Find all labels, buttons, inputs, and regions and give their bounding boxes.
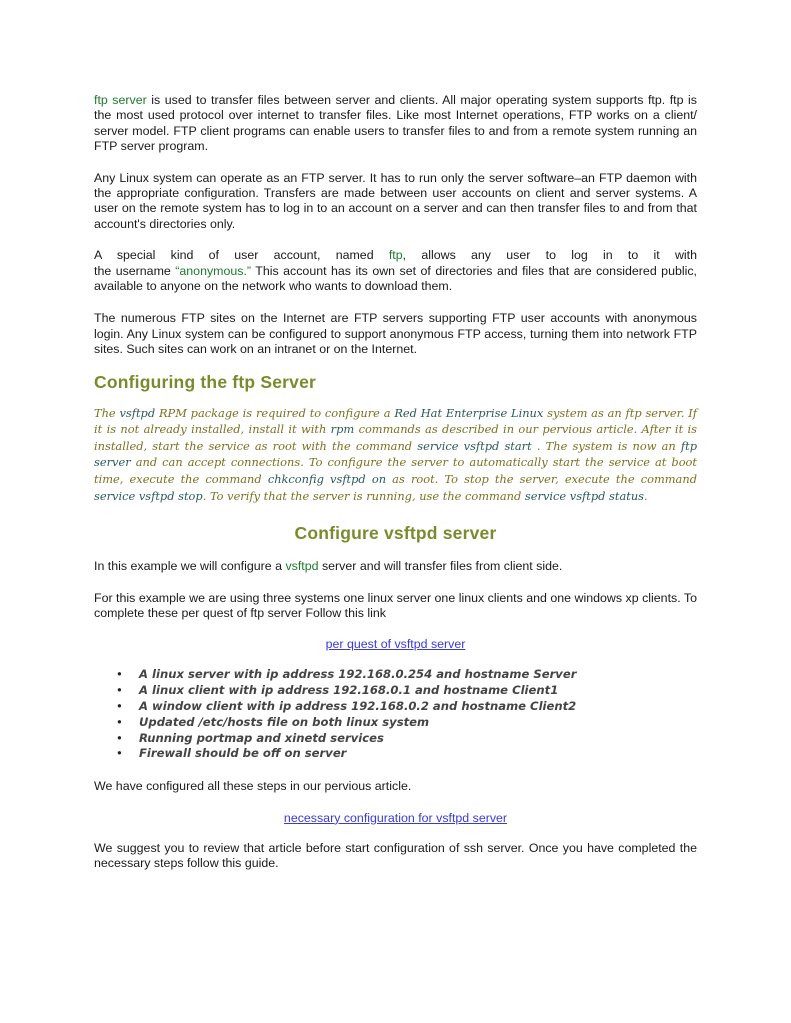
intro-paragraph-1: ftp server is used to transfer files between server and clients. All major operating system supports ftp. ftp is the most used protocol over internet to transfer files. Like most Internet operations, FTP works on a client/ server model. FTP client programs can enable users to transfer files to and from a remote system running an FTP server program.	[94, 93, 697, 154]
ftp-server-link[interactable]: ftp server	[94, 93, 147, 107]
configuring-italic-paragraph: The vsftpd RPM package is required to configure a Red Hat Enterprise Linux system as an ftp server. If it is not already installed, install it with rpm commands as described in our pervious article. After it is installed, start the service as root with the command service vsftpd start . The system is now an ftp server and can accept connections. To configure the server to automatically start the service at boot time, execute the command chkconfig vsftpd on as root. To stop the server, execute the command service vsftpd stop. To verify that the server is running, use the command service vsftpd status.	[94, 405, 697, 503]
configuration-link-line	[94, 811, 697, 825]
vsftpd-paragraph-3: We have configured all these steps in our pervious article.	[94, 779, 412, 794]
intro-paragraph-4: The numerous FTP sites on the Internet are FTP servers supporting FTP user accounts with anonymous login. Any Linux system can be configured to support anonymous FTP access, turning them into network FTP sites. Such sites can work on an intranet or on the Internet.	[94, 311, 697, 357]
section-heading-configure-vsftpd: Configure vsftpd server	[294, 523, 497, 544]
vsftpd-link[interactable]: vsftpd	[285, 559, 319, 574]
prerequisite-link-line	[94, 637, 697, 651]
list-item: • A linux client with ip address 192.168.0.1 and hostname Client1	[139, 683, 697, 699]
section-heading-configuring: Configuring the ftp Server	[94, 371, 317, 392]
configuration-link[interactable]: necessary configuration for vsftpd server	[283, 810, 508, 825]
anonymous-link[interactable]: “anonymous.”	[175, 263, 252, 278]
list-item: • A linux server with ip address 192.168.0.254 and hostname Server	[139, 667, 697, 683]
ftp-link[interactable]: ftp	[388, 248, 403, 263]
intro-paragraph-3: A special kind of user account, named ftp, allows any user to log in to it with the username “anonymous.” This account has its own set of directories and files that are considered public, available to anyone on the network who wants to download them.	[94, 248, 697, 294]
list-item: • A window client with ip address 192.168.0.2 and hostname Client2	[139, 699, 697, 715]
prerequisite-link[interactable]: per quest of vsftpd server	[325, 637, 466, 652]
list-item: • Firewall should be off on server	[139, 746, 697, 762]
list-item: • Running portmap and xinetd services	[139, 731, 697, 747]
vsftpd-paragraph-4: We suggest you to review that article before start configuration of ssh server. Once you have completed the necessary steps follow this guide.	[94, 840, 697, 871]
vsftpd-paragraph-1: In this example we will configure a vsftpd server and will transfer files from client side.	[94, 559, 563, 574]
vsftpd-paragraph-2: For this example we are using three systems one linux server one linux clients and one windows xp clients. To complete these per quest of ftp server Follow this link	[94, 590, 697, 621]
list-item: • Updated /etc/hosts file on both linux system	[139, 715, 697, 731]
intro-paragraph-2: Any Linux system can operate as an FTP server. It has to run only the server software–an FTP daemon with the appropriate configuration. Transfers are made between user accounts on client and server systems. A user on the remote system has to log in to an account on a server and can then transfer files to and from that account's directories only.	[94, 170, 697, 231]
requirements-list	[94, 667, 697, 762]
